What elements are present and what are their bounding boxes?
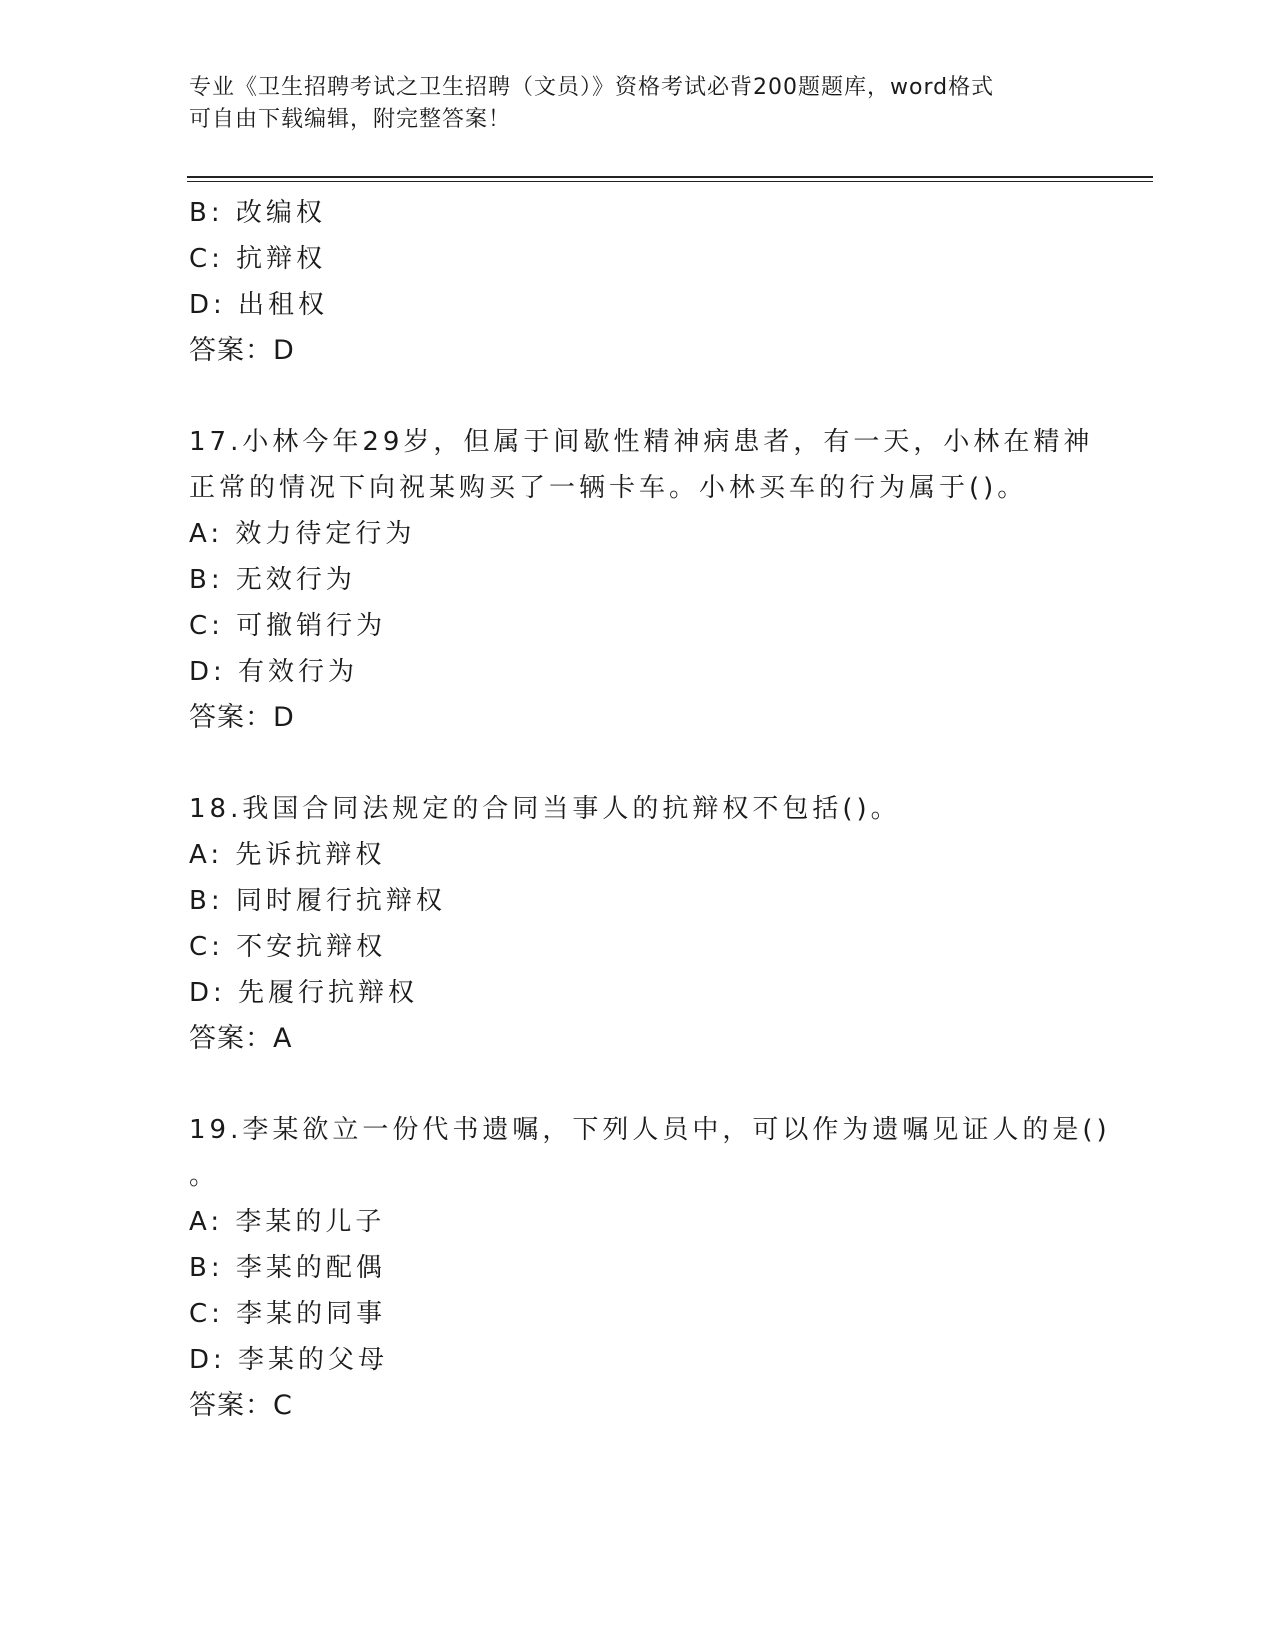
option-c: C: 抗辩权 xyxy=(189,244,327,274)
answer: 答案：A xyxy=(189,1023,293,1054)
option-b: B: 李某的配偶 xyxy=(189,1253,386,1283)
option-d: D: 有效行为 xyxy=(189,657,359,687)
option-b: B: 同时履行抗辩权 xyxy=(189,886,446,916)
option-b: B: 无效行为 xyxy=(189,565,356,595)
answer: 答案：D xyxy=(189,335,295,366)
option-d: D: 李某的父母 xyxy=(189,1345,389,1375)
option-a: A: 效力待定行为 xyxy=(189,519,416,549)
previous-question-tail xyxy=(189,190,1089,374)
question-17 xyxy=(189,419,1094,741)
question-stem: 18.我国合同法规定的合同当事人的抗辩权不包括()。 xyxy=(189,794,901,824)
question-stem: 19.李某欲立一份代书遗嘱，下列人员中，可以作为遗嘱见证人的是() xyxy=(189,1115,1111,1145)
question-19 xyxy=(189,1107,1111,1429)
document-header xyxy=(189,72,1089,136)
question-stem-continued: 正常的情况下向祝某购买了一辆卡车。小林买车的行为属于()。 xyxy=(189,473,1028,503)
question-stem: 17.小林今年29岁，但属于间歇性精神病患者，有一天，小林在精神 xyxy=(189,427,1094,457)
answer: 答案：C xyxy=(189,1390,293,1421)
header-divider-top xyxy=(187,176,1153,178)
option-c: C: 可撤销行为 xyxy=(189,611,387,641)
header-line-2: 可自由下载编辑，附完整答案！ xyxy=(189,107,512,132)
option-a: A: 李某的儿子 xyxy=(189,1207,386,1237)
option-c: C: 不安抗辩权 xyxy=(189,932,387,962)
document-body xyxy=(189,190,1111,1429)
question-stem-continued: 。 xyxy=(189,1161,220,1191)
header-divider-bottom xyxy=(187,181,1153,182)
option-b: B: 改编权 xyxy=(189,198,326,228)
question-18 xyxy=(189,786,1089,1062)
option-d: D: 出租权 xyxy=(189,290,329,320)
option-d: D: 先履行抗辩权 xyxy=(189,978,419,1008)
header-line-1: 专业《卫生招聘考试之卫生招聘（文员）》资格考试必背200题题库，word格式 xyxy=(189,75,995,100)
answer: 答案：D xyxy=(189,702,295,733)
option-c: C: 李某的同事 xyxy=(189,1299,387,1329)
option-a: A: 先诉抗辩权 xyxy=(189,840,386,870)
